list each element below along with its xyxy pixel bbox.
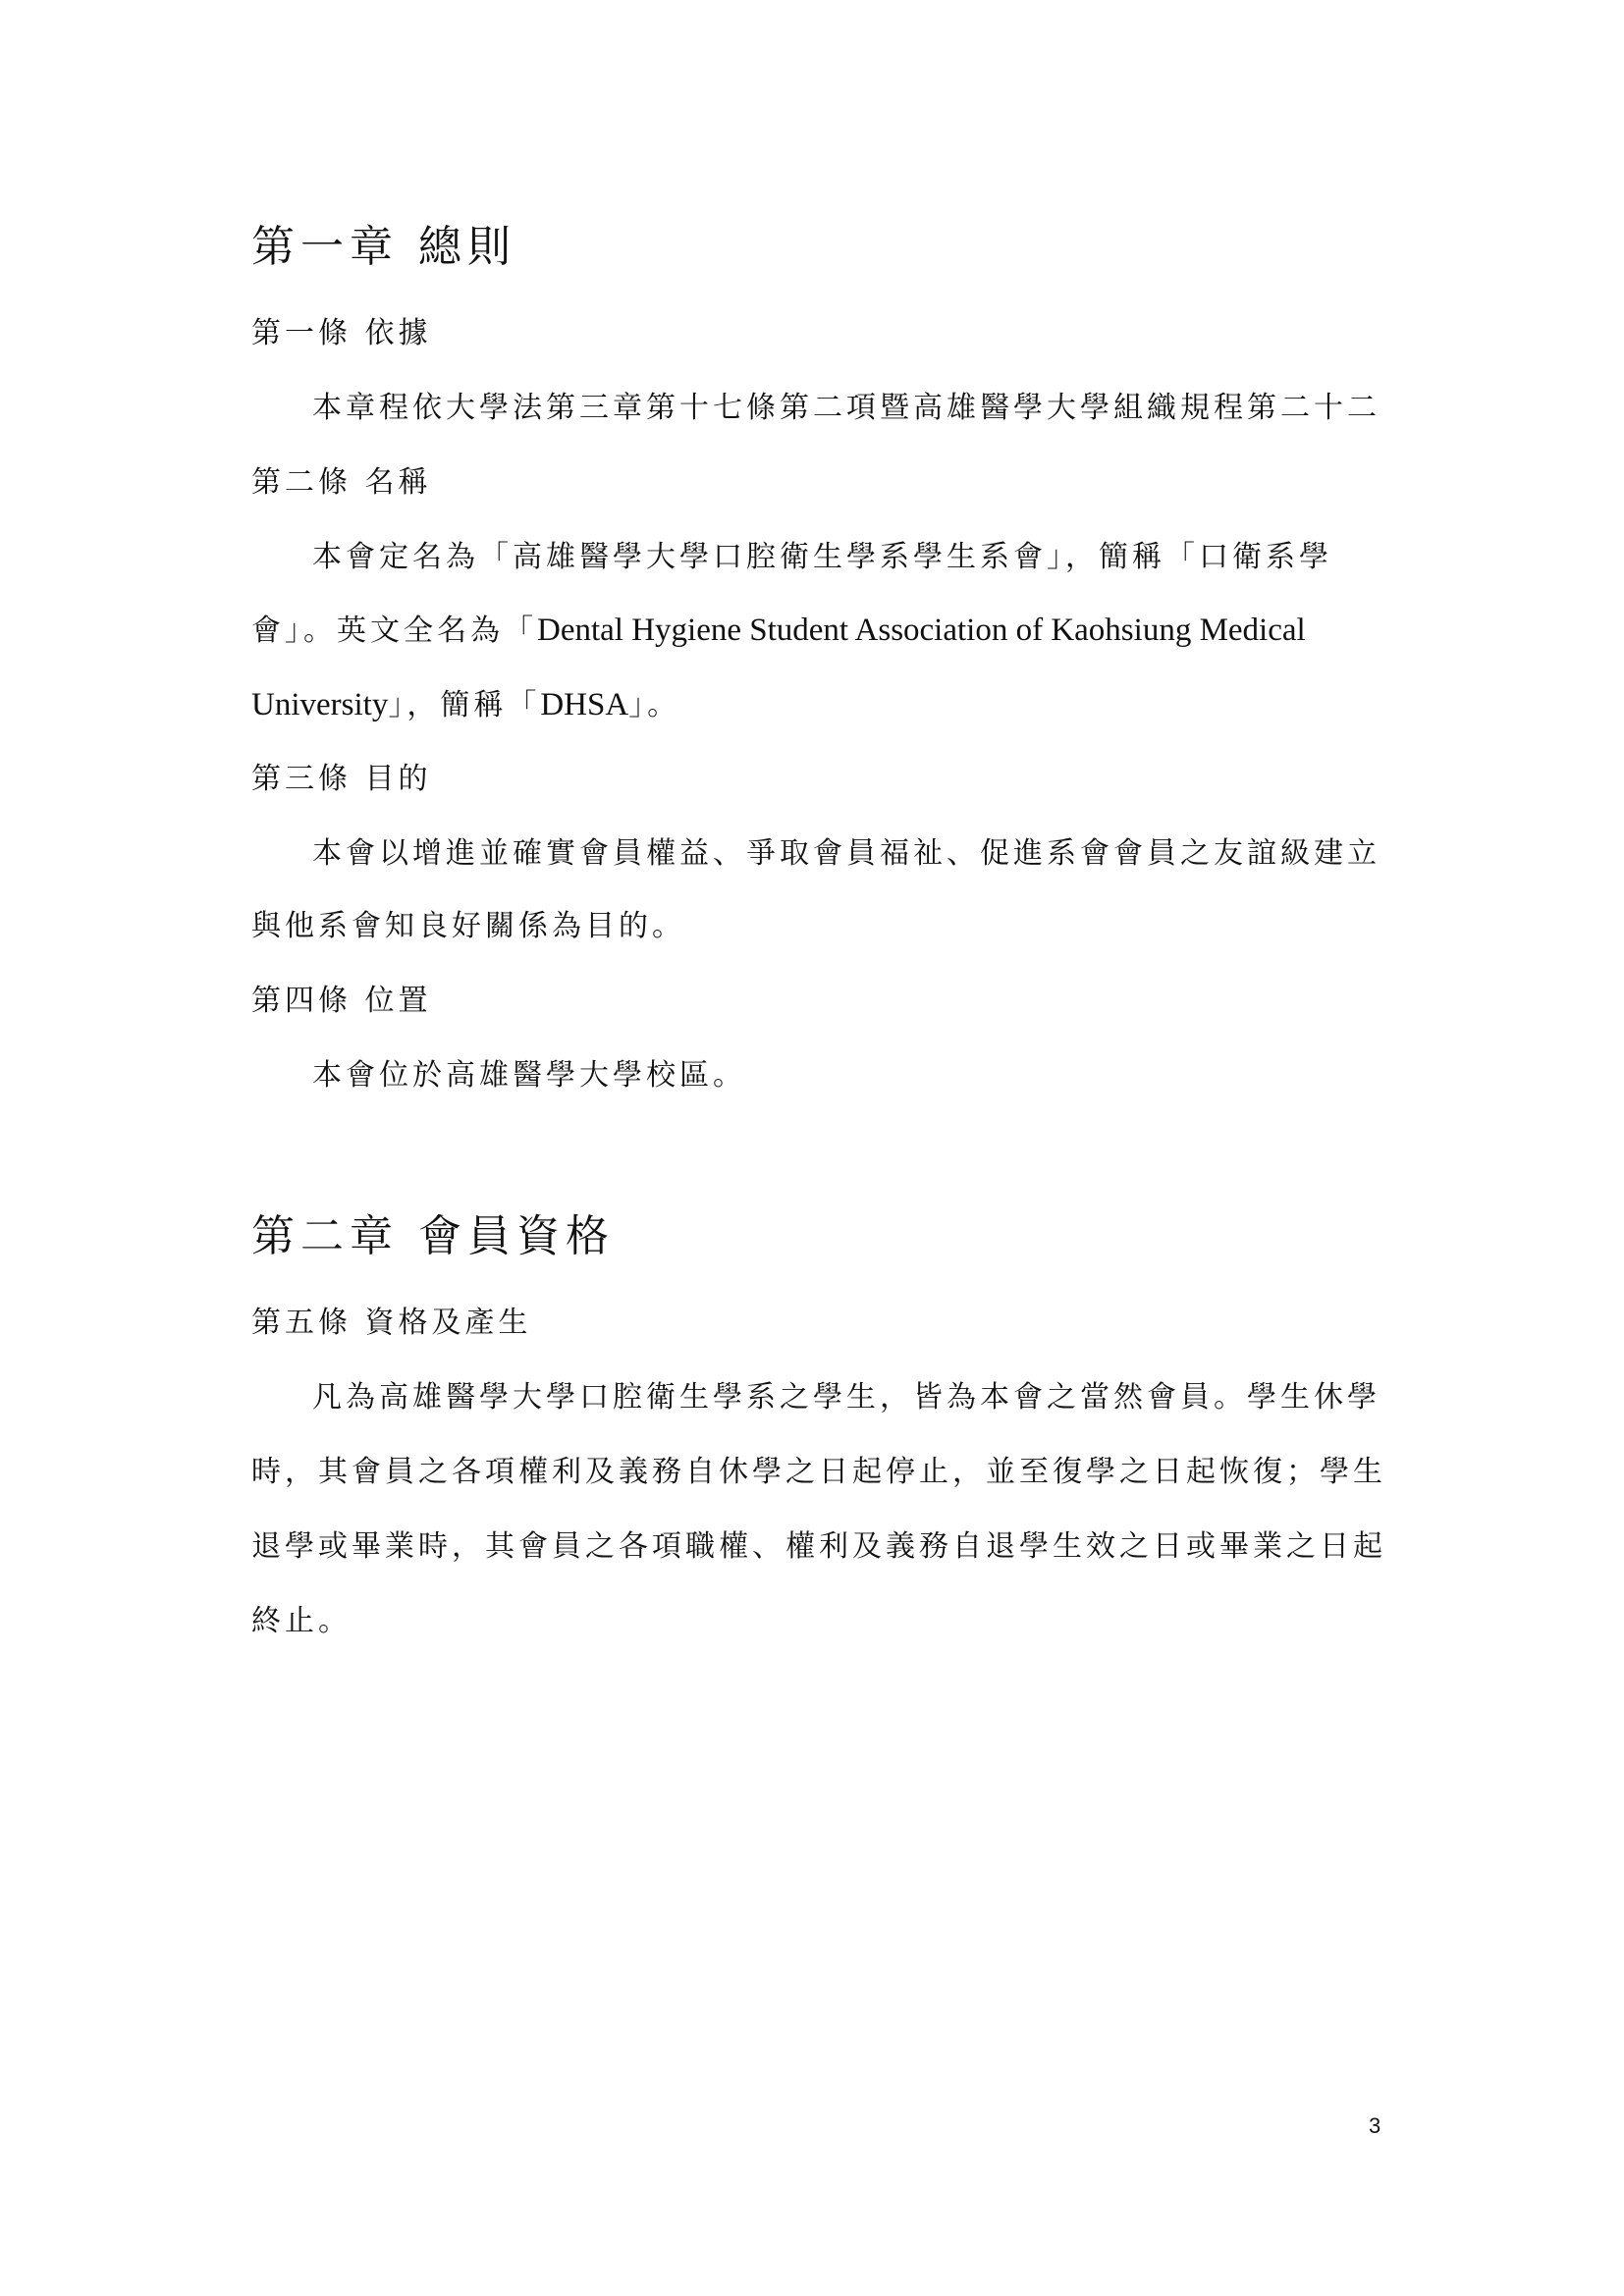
article-5-line-2: 時，其會員之各項權利及義務自休學之日起停止，並至復學之日起恢復；學生 xyxy=(251,1455,1386,1489)
chapter-1-title: 第一章 總則 xyxy=(251,222,516,272)
page-number: 3 xyxy=(1369,2113,1381,2138)
article-3-heading: 第三條 目的 xyxy=(251,762,432,796)
article-4-line-1: 本會位於高雄醫學大學校區。 xyxy=(312,1058,746,1093)
article-2-heading: 第二條 名稱 xyxy=(251,465,432,500)
article-4-heading: 第四條 位置 xyxy=(251,984,432,1018)
article-2-line-3-latin-mid: DHSA xyxy=(540,687,629,722)
article-2-line-2 xyxy=(251,611,1371,651)
article-2-line-3-cjk-mid: 」，簡稱「 xyxy=(388,688,541,722)
article-5-line-1: 凡為高雄醫學大學口腔衛生學系之學生，皆為本會之當然會員。學生休學 xyxy=(312,1380,1380,1415)
chapter-2-title: 第二章 會員資格 xyxy=(251,1211,615,1261)
article-1-line-1: 本章程依大學法第三章第十七條第二項暨高雄醫學大學組織規程第二十二 xyxy=(312,391,1380,425)
article-5-heading: 第五條 資格及產生 xyxy=(251,1306,532,1340)
article-5-line-4: 終止。 xyxy=(251,1604,352,1638)
article-2-line-1: 本會定名為「高雄醫學大學口腔衛生學系學生系會」，簡稱「口衛系學 xyxy=(312,540,1332,574)
article-2-line-3-cjk-end: 」。 xyxy=(628,688,681,722)
article-2-line-3-latin-start: University xyxy=(251,687,389,722)
article-3-line-1: 本會以增進並確實會員權益、爭取會員福祉、促進系會會員之友誼級建立 xyxy=(312,836,1380,871)
article-2-line-2-latin: Dental Hygiene Student Association of Kaohsiung Medical xyxy=(537,613,1306,648)
article-1-heading: 第一條 依據 xyxy=(251,316,432,350)
article-2-line-3 xyxy=(251,685,1371,725)
article-5-line-3: 退學或畢業時，其會員之各項職權、權利及義務自退學生效之日或畢業之日起 xyxy=(251,1529,1386,1564)
article-3-line-2: 與他系會知良好關係為目的。 xyxy=(251,909,685,943)
article-2-line-2-cjk: 會」。英文全名為「 xyxy=(251,614,537,648)
